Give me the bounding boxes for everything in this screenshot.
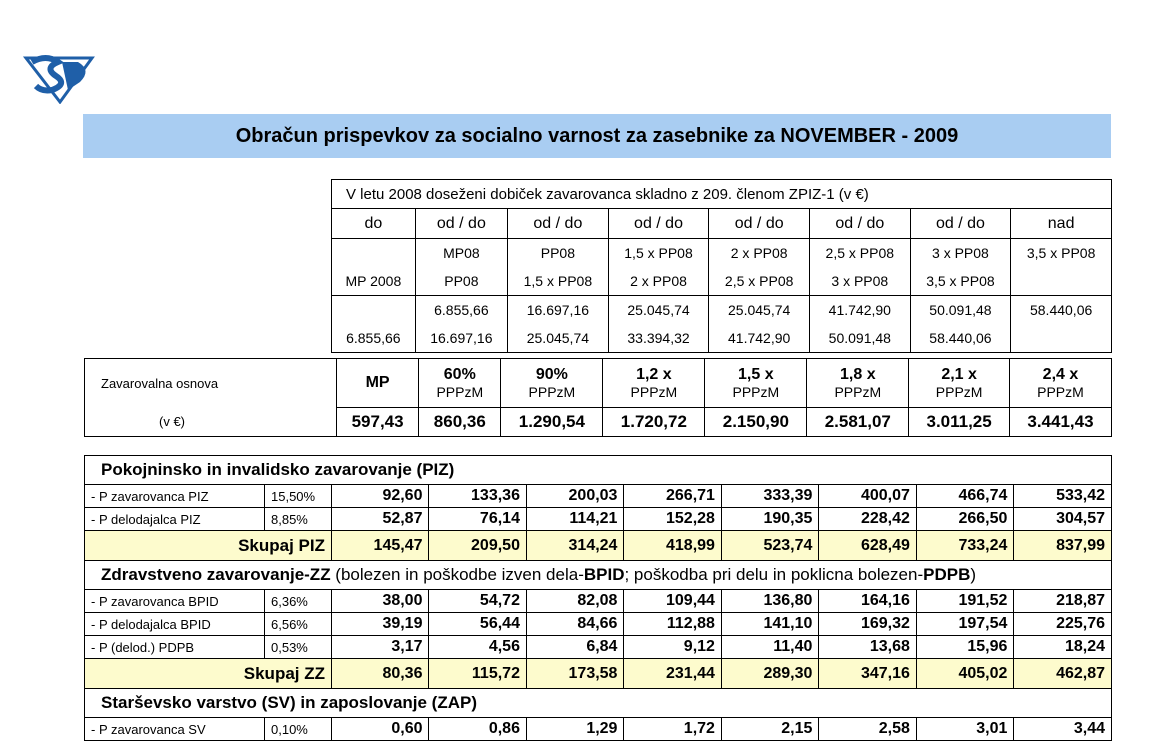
cell: 266,71 <box>624 485 721 508</box>
table-row <box>85 508 1112 531</box>
bracket-header: od / do <box>508 209 609 239</box>
cell: 4,56 <box>429 636 526 659</box>
total-row-zz <box>85 659 1112 689</box>
row-rate: 6,56% <box>265 613 332 636</box>
cell: 114,21 <box>526 508 623 531</box>
total-cell: 209,50 <box>429 531 526 561</box>
range-to-label: PP08 <box>415 267 507 296</box>
range-from-value <box>332 296 416 325</box>
cell: 197,54 <box>916 613 1013 636</box>
cell: 2,15 <box>721 718 818 741</box>
cell: 15,96 <box>916 636 1013 659</box>
base-amount: 1.290,54 <box>501 408 603 437</box>
range-to-value: 41.742,90 <box>709 324 810 353</box>
range-from-value: 50.091,48 <box>910 296 1011 325</box>
base-level: MP <box>337 359 419 408</box>
range-from-label: 1,5 x PP08 <box>608 239 709 268</box>
bracket-header: od / do <box>709 209 810 239</box>
cell: 190,35 <box>721 508 818 531</box>
section-title-sv: Starševsko varstvo (SV) in zaposlovanje (ZAP) <box>85 689 1112 718</box>
total-label: Skupaj PIZ <box>85 531 332 561</box>
company-logo <box>22 50 96 104</box>
range-to-label: 2 x PP08 <box>608 267 709 296</box>
range-from-label <box>332 239 416 268</box>
range-from-value: 41.742,90 <box>809 296 910 325</box>
cell: 3,01 <box>916 718 1013 741</box>
total-cell: 462,87 <box>1014 659 1112 689</box>
range-from-label: 2 x PP08 <box>709 239 810 268</box>
total-cell: 405,02 <box>916 659 1013 689</box>
cell: 52,87 <box>332 508 429 531</box>
range-to-label: 3,5 x PP08 <box>910 267 1011 296</box>
page-title: Obračun prispevkov za socialno varnost za zasebnike za NOVEMBER - 2009 <box>83 114 1111 158</box>
section-title-piz: Pokojninsko in invalidsko zavarovanje (PIZ) <box>85 456 1112 485</box>
row-name: - P (delod.) PDPB <box>85 636 265 659</box>
total-cell: 289,30 <box>721 659 818 689</box>
range-from-value: 16.697,16 <box>508 296 609 325</box>
range-to-value: 50.091,48 <box>809 324 910 353</box>
row-rate: 0,53% <box>265 636 332 659</box>
range-from-label: MP08 <box>415 239 507 268</box>
brackets-caption: V letu 2008 doseženi dobiček zavarovanca skladno z 209. členom ZPIZ-1 (v €) <box>332 180 1112 209</box>
total-cell: 837,99 <box>1014 531 1112 561</box>
insurance-base-table <box>84 358 1112 437</box>
table-row <box>85 613 1112 636</box>
cell: 136,80 <box>721 590 818 613</box>
range-to-value: 16.697,16 <box>415 324 507 353</box>
range-from-value: 6.855,66 <box>415 296 507 325</box>
range-from-value: 58.440,06 <box>1011 296 1112 325</box>
cell: 11,40 <box>721 636 818 659</box>
row-rate: 0,10% <box>265 718 332 741</box>
bracket-header: od / do <box>415 209 507 239</box>
range-to-value: 33.394,32 <box>608 324 709 353</box>
base-level: 1,2 x PPPzM <box>603 359 705 408</box>
total-cell: 628,49 <box>819 531 916 561</box>
bracket-header: od / do <box>608 209 709 239</box>
income-brackets-table <box>331 179 1112 353</box>
cell: 54,72 <box>429 590 526 613</box>
row-rate: 15,50% <box>265 485 332 508</box>
cell: 13,68 <box>819 636 916 659</box>
base-amount: 1.720,72 <box>603 408 705 437</box>
range-to-label: 1,5 x PP08 <box>508 267 609 296</box>
range-from-label: 3 x PP08 <box>910 239 1011 268</box>
cell: 112,88 <box>624 613 721 636</box>
cell: 1,29 <box>526 718 623 741</box>
total-cell: 733,24 <box>916 531 1013 561</box>
cell: 3,17 <box>332 636 429 659</box>
range-to-value <box>1011 324 1112 353</box>
table-row <box>85 485 1112 508</box>
bracket-header: od / do <box>910 209 1011 239</box>
table-row <box>85 590 1112 613</box>
cell: 333,39 <box>721 485 818 508</box>
total-cell: 418,99 <box>624 531 721 561</box>
bracket-header: od / do <box>809 209 910 239</box>
cell: 109,44 <box>624 590 721 613</box>
row-name: - P zavarovanca BPID <box>85 590 265 613</box>
total-cell: 523,74 <box>721 531 818 561</box>
cell: 6,84 <box>526 636 623 659</box>
total-cell: 314,24 <box>526 531 623 561</box>
range-to-label <box>1011 267 1112 296</box>
base-level: 60% PPPzM <box>419 359 501 408</box>
range-to-value: 25.045,74 <box>508 324 609 353</box>
cell: 169,32 <box>819 613 916 636</box>
cell: 0,86 <box>429 718 526 741</box>
total-cell: 145,47 <box>332 531 429 561</box>
row-rate: 6,36% <box>265 590 332 613</box>
range-from-label: 2,5 x PP08 <box>809 239 910 268</box>
cell: 76,14 <box>429 508 526 531</box>
cell: 56,44 <box>429 613 526 636</box>
cell: 84,66 <box>526 613 623 636</box>
range-from-value: 25.045,74 <box>709 296 810 325</box>
range-to-label: 2,5 x PP08 <box>709 267 810 296</box>
cell: 2,58 <box>819 718 916 741</box>
cell: 38,00 <box>332 590 429 613</box>
cell: 141,10 <box>721 613 818 636</box>
total-cell: 231,44 <box>624 659 721 689</box>
base-amount: 2.581,07 <box>807 408 909 437</box>
range-to-value: 6.855,66 <box>332 324 416 353</box>
row-name: - P zavarovanca PIZ <box>85 485 265 508</box>
range-from-label: 3,5 x PP08 <box>1011 239 1112 268</box>
bracket-header: do <box>332 209 416 239</box>
base-amount: 3.011,25 <box>909 408 1010 437</box>
cell: 164,16 <box>819 590 916 613</box>
cell: 466,74 <box>916 485 1013 508</box>
cell: 39,19 <box>332 613 429 636</box>
cell: 304,57 <box>1014 508 1112 531</box>
base-unit: (v €) <box>85 408 337 437</box>
range-to-label: MP 2008 <box>332 267 416 296</box>
cell: 228,42 <box>819 508 916 531</box>
cell: 133,36 <box>429 485 526 508</box>
cell: 9,12 <box>624 636 721 659</box>
bracket-header: nad <box>1011 209 1112 239</box>
contributions-table <box>84 455 1112 741</box>
row-name: - P delodajalca PIZ <box>85 508 265 531</box>
cell: 82,08 <box>526 590 623 613</box>
cell: 200,03 <box>526 485 623 508</box>
base-label: Zavarovalna osnova <box>85 359 337 408</box>
cell: 218,87 <box>1014 590 1112 613</box>
table-row <box>85 636 1112 659</box>
base-level: 1,5 x PPPzM <box>705 359 807 408</box>
range-to-label: 3 x PP08 <box>809 267 910 296</box>
base-level: 1,8 x PPPzM <box>807 359 909 408</box>
base-amount: 597,43 <box>337 408 419 437</box>
total-label: Skupaj ZZ <box>85 659 332 689</box>
cell: 1,72 <box>624 718 721 741</box>
cell: 0,60 <box>332 718 429 741</box>
total-cell: 115,72 <box>429 659 526 689</box>
row-name: - P delodajalca BPID <box>85 613 265 636</box>
total-cell: 80,36 <box>332 659 429 689</box>
cell: 225,76 <box>1014 613 1112 636</box>
cell: 92,60 <box>332 485 429 508</box>
total-row-piz <box>85 531 1112 561</box>
cell: 18,24 <box>1014 636 1112 659</box>
cell: 191,52 <box>916 590 1013 613</box>
cell: 266,50 <box>916 508 1013 531</box>
section-title-zz: Zdravstveno zavarovanje-ZZ (bolezen in poškodbe izven dela-BPID; poškodba pri delu in poklicna bolezen-PDPB) <box>85 561 1112 590</box>
cell: 3,44 <box>1014 718 1112 741</box>
total-cell: 347,16 <box>819 659 916 689</box>
row-name: - P zavarovanca SV <box>85 718 265 741</box>
base-level: 2,1 x PPPzM <box>909 359 1010 408</box>
cell: 533,42 <box>1014 485 1112 508</box>
range-to-value: 58.440,06 <box>910 324 1011 353</box>
range-from-value: 25.045,74 <box>608 296 709 325</box>
total-cell: 173,58 <box>526 659 623 689</box>
base-amount: 2.150,90 <box>705 408 807 437</box>
base-amount: 3.441,43 <box>1009 408 1111 437</box>
range-from-label: PP08 <box>508 239 609 268</box>
row-rate: 8,85% <box>265 508 332 531</box>
base-level: 2,4 x PPPzM <box>1009 359 1111 408</box>
base-level: 90% PPPzM <box>501 359 603 408</box>
cell: 152,28 <box>624 508 721 531</box>
table-row <box>85 718 1112 741</box>
cell: 400,07 <box>819 485 916 508</box>
base-amount: 860,36 <box>419 408 501 437</box>
